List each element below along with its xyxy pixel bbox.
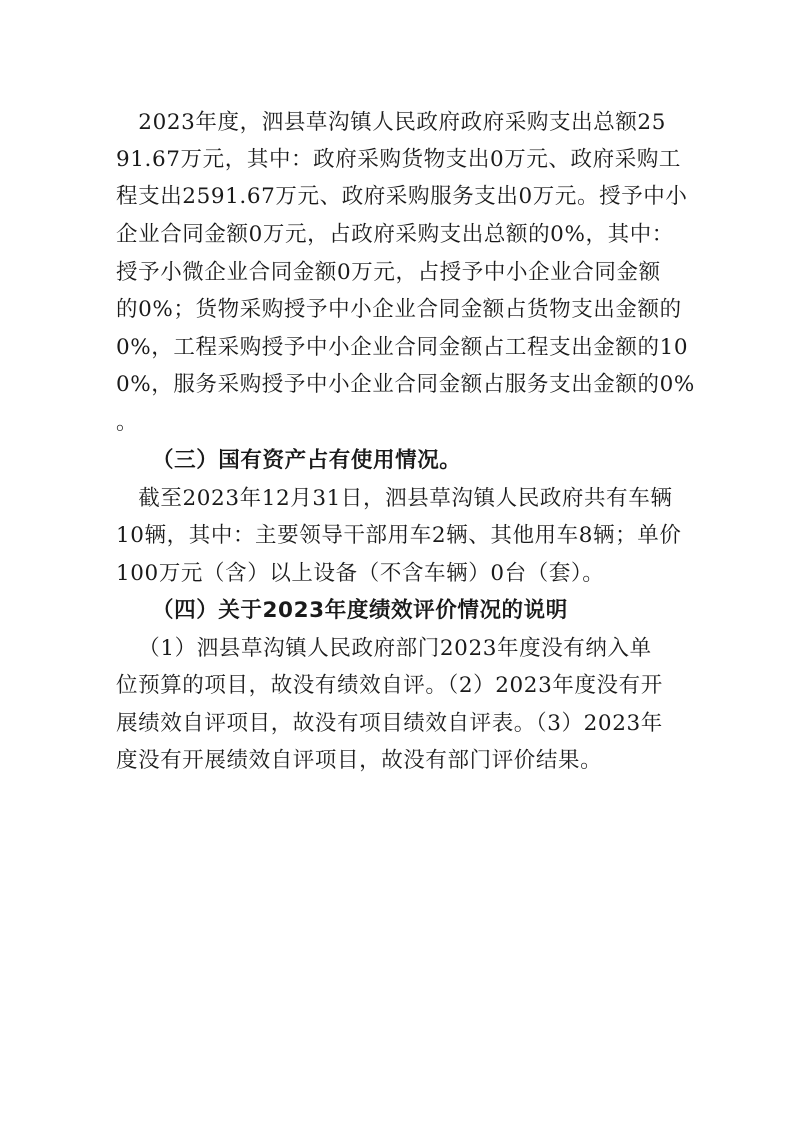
procurement-line-4: 企业合同金额0万元，占政府采购支出总额的0%，其中： bbox=[116, 222, 674, 247]
section-heading-assets: （三）国有资产占有使用情况。 bbox=[152, 448, 462, 473]
procurement-line-1: 2023年度，泗县草沟镇人民政府政府采购支出总额25 bbox=[116, 110, 666, 135]
procurement-line-3: 程支出2591.67万元、政府采购服务支出0万元。授予中小 bbox=[116, 184, 688, 209]
procurement-line-9: 。 bbox=[116, 410, 139, 435]
performance-line-2: 位预算的项目，故没有绩效自评。（2）2023年度没有开 bbox=[116, 673, 663, 698]
procurement-line-6: 的0%；货物采购授予中小企业合同金额占货物支出金额的 bbox=[116, 297, 682, 322]
procurement-line-8: 0%，服务采购授予中小企业合同金额占服务支出金额的0% bbox=[116, 372, 695, 397]
section-heading-performance: （四）关于2023年度绩效评价情况的说明 bbox=[152, 598, 568, 623]
assets-line-2: 10辆，其中：主要领导干部用车2辆、其他用车8辆；单价 bbox=[116, 523, 682, 548]
performance-line-1: （1）泗县草沟镇人民政府部门2023年度没有纳入单 bbox=[116, 636, 652, 661]
procurement-line-7: 0%，工程采购授予中小企业合同金额占工程支出金额的10 bbox=[116, 335, 689, 360]
performance-line-4: 度没有开展绩效自评项目，故没有部门评价结果。 bbox=[116, 748, 603, 773]
performance-line-3: 展绩效自评项目，故没有项目绩效自评表。（3）2023年 bbox=[116, 711, 663, 736]
assets-line-3: 100万元（含）以上设备（不含车辆）0台（套）。 bbox=[116, 561, 605, 586]
assets-line-1: 截至2023年12月31日，泗县草沟镇人民政府共有车辆 bbox=[116, 486, 673, 511]
procurement-line-5: 授予小微企业合同金额0万元，占授予中小企业合同金额 bbox=[116, 260, 661, 285]
procurement-line-2: 91.67万元，其中：政府采购货物支出0万元、政府采购工 bbox=[116, 147, 682, 172]
